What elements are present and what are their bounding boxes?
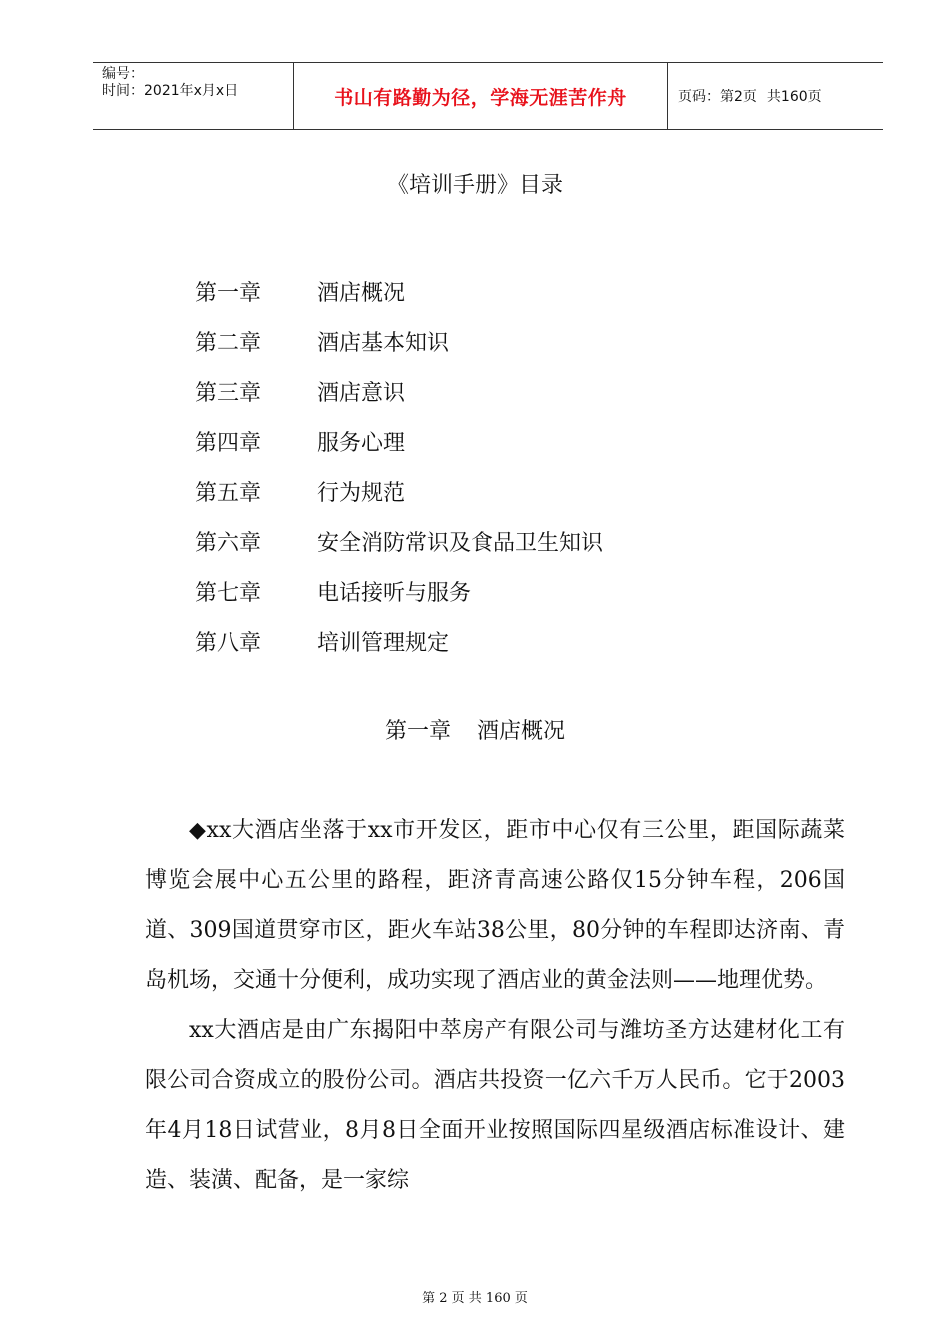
toc-item xyxy=(195,416,603,466)
table-of-contents xyxy=(195,266,603,666)
toc-title: 《培训手册》目录 xyxy=(386,173,563,198)
page-footer: 第 2 页 共 160 页 xyxy=(422,1291,528,1306)
toc-chapter-title: 安全消防常识及食品卫生知识 xyxy=(317,530,604,556)
header-motto: 书山有路勤为径，学海无涯苦作舟 xyxy=(294,63,668,129)
chapter-heading xyxy=(0,714,950,745)
toc-chapter: 第六章 xyxy=(195,530,262,556)
header-time-label: 时间：2021年x月x日 xyxy=(102,83,239,99)
toc-item xyxy=(195,466,603,516)
toc-chapter: 第三章 xyxy=(195,380,262,406)
header-page-label: 页码：第2页 xyxy=(678,89,757,105)
toc-item xyxy=(195,366,603,416)
toc-chapter: 第七章 xyxy=(195,580,262,606)
toc-item xyxy=(195,516,603,566)
toc-chapter: 第一章 xyxy=(195,280,262,306)
header-total-label: 共160页 xyxy=(766,89,822,105)
header-page-info xyxy=(668,63,883,129)
toc-chapter-title: 酒店基本知识 xyxy=(317,330,450,356)
toc-item xyxy=(195,566,603,616)
body-paragraph: ◆xx大酒店坐落于xx市开发区，距市中心仅有三公里，距国际蔬菜博览会展中心五公里的路程，距济青高速公路仅15分钟车程，206国道、309国道贯穿市区，距火车站38公里，80分钟的车程即达济南、青岛机场，交通十分便利，成功实现了酒店业的黄金法则——地理优势。 xyxy=(145,818,845,993)
toc-chapter-title: 培训管理规定 xyxy=(317,630,450,656)
toc-item xyxy=(195,266,603,316)
toc-chapter-title: 电话接听与服务 xyxy=(317,580,472,606)
page-header xyxy=(93,62,883,130)
toc-chapter: 第八章 xyxy=(195,630,262,656)
toc-chapter-title: 酒店意识 xyxy=(317,380,406,406)
chapter-body xyxy=(145,806,845,1206)
header-meta xyxy=(93,63,294,129)
toc-item xyxy=(195,616,603,666)
header-number-label: 编号： xyxy=(102,66,144,82)
toc-chapter-title: 行为规范 xyxy=(317,480,406,506)
toc-chapter-title: 酒店概况 xyxy=(317,280,406,306)
toc-item xyxy=(195,316,603,366)
chapter-number: 第一章 xyxy=(384,719,451,744)
body-paragraph: xx大酒店是由广东揭阳中萃房产有限公司与潍坊圣方达建材化工有限公司合资成立的股份公司。酒店共投资一亿六千万人民币。它于2003年4月18日试营业，8月8日全面开业按照国际四星级酒店标准设计、建造、装潢、配备，是一家综 xyxy=(145,1018,845,1193)
toc-chapter-title: 服务心理 xyxy=(317,430,406,456)
toc-chapter: 第二章 xyxy=(195,330,262,356)
chapter-title: 酒店概况 xyxy=(477,719,566,744)
toc-chapter: 第四章 xyxy=(195,430,262,456)
toc-chapter: 第五章 xyxy=(195,480,262,506)
